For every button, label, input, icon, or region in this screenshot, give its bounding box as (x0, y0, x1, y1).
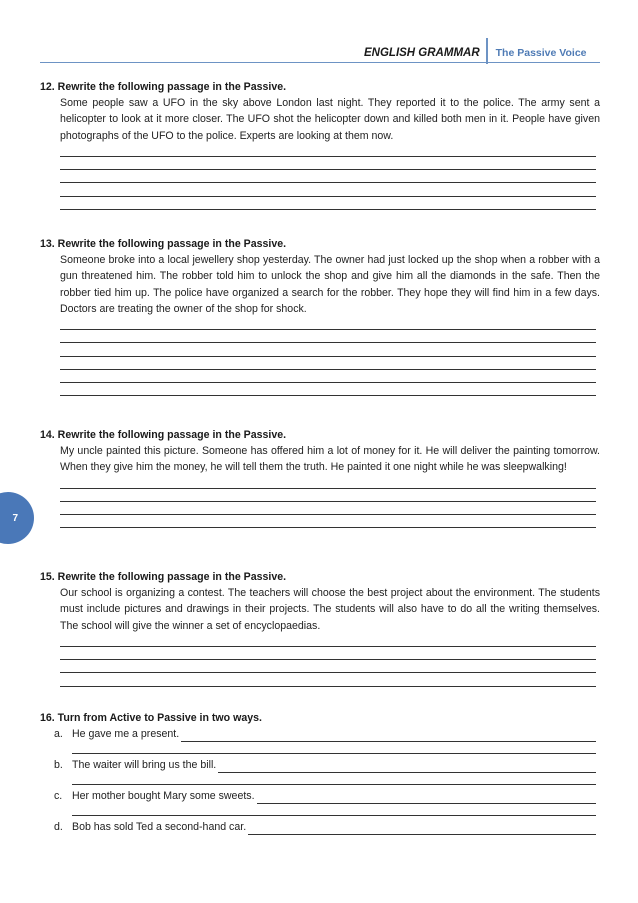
header-separator (486, 38, 488, 64)
list-item (54, 726, 600, 742)
answer-line[interactable] (60, 330, 596, 343)
list-item (54, 757, 600, 773)
item-text: Bob has sold Ted a second-hand car. (72, 821, 247, 833)
question-15 (40, 569, 600, 687)
answer-line[interactable] (60, 197, 596, 210)
question-title: 13. Rewrite the following passage in the Passive. (40, 238, 287, 250)
answer-line[interactable] (60, 157, 596, 170)
answer-line[interactable] (60, 515, 596, 528)
question-passage: My uncle painted this picture. Someone has offered him a lot of money for it. He will deliver the painting tomorrow. When they give him the money, he will tell them the truth. He painted it one night while he was sleepwalking! (60, 445, 600, 474)
exercise-list (40, 726, 600, 835)
item-marker: b. (54, 759, 63, 771)
answer-line[interactable] (60, 170, 596, 183)
answer-line[interactable] (248, 823, 596, 835)
answer-line[interactable] (60, 673, 596, 686)
question-passage: Some people saw a UFO in the sky above London last night. They reported it to the police. The army sent a helicopter to look at it more closer. The UFO shot the helicopter down and killed both men in it. People have given photographs of the UFO to the police. Experts are looking at them now. (60, 97, 600, 142)
item-marker: d. (54, 821, 63, 833)
answer-line[interactable] (60, 502, 596, 515)
list-item (54, 819, 600, 835)
answer-line[interactable] (60, 343, 596, 356)
question-title: 16. Turn from Active to Passive in two ways. (40, 712, 262, 724)
answer-line[interactable] (60, 634, 596, 647)
question-16 (40, 710, 600, 835)
question-title: 12. Rewrite the following passage in the Passive. (40, 81, 287, 93)
list-item (54, 788, 600, 804)
answer-line[interactable] (60, 489, 596, 502)
question-passage: Our school is organizing a contest. The teachers will choose the best project about the environment. The students must include pictures and drawings in their projects. The students will also have to do all the writing themselves. The school will give the winner a set of encyclopaedias. (60, 587, 600, 632)
header-rule (40, 62, 600, 63)
question-14 (40, 427, 600, 528)
answer-line[interactable] (60, 144, 596, 157)
item-marker: a. (54, 728, 63, 740)
item-text: Her mother bought Mary some sweets. (72, 790, 255, 802)
header-subtitle: The Passive Voice (495, 47, 587, 59)
header-title: ENGLISH GRAMMAR (364, 47, 480, 59)
answer-line[interactable] (60, 476, 596, 489)
answer-line[interactable] (181, 730, 596, 742)
question-12 (40, 79, 600, 210)
answer-line[interactable] (257, 792, 596, 804)
answer-line[interactable] (72, 804, 596, 816)
question-title: 14. Rewrite the following passage in the Passive. (40, 429, 287, 441)
question-13 (40, 236, 600, 396)
answer-line[interactable] (72, 773, 596, 785)
answer-line[interactable] (60, 370, 596, 383)
answer-line[interactable] (60, 383, 596, 396)
item-marker: c. (54, 790, 63, 802)
page-number: 7 (12, 512, 18, 524)
item-text: He gave me a present. (72, 728, 180, 740)
question-title: 15. Rewrite the following passage in the Passive. (40, 571, 287, 583)
answer-line[interactable] (60, 647, 596, 660)
question-passage: Someone broke into a local jewellery shop yesterday. The owner had just locked up the shop when a robber with a gun threatened him. The robber told him to unlock the shop and give him all the diamonds in the safe. Then the robber tied him up. The police have organized a search for the robber. They hope they will find him in a few days. Doctors are treating the owner of the shop for shock. (60, 254, 600, 315)
answer-line[interactable] (60, 183, 596, 196)
answer-line[interactable] (60, 357, 596, 370)
page-number-badge (0, 492, 34, 544)
answer-line[interactable] (60, 660, 596, 673)
item-text: The waiter will bring us the bill. (72, 759, 217, 771)
page-header (364, 38, 587, 60)
answer-line[interactable] (60, 317, 596, 330)
answer-line[interactable] (72, 742, 596, 754)
answer-line[interactable] (218, 761, 596, 773)
